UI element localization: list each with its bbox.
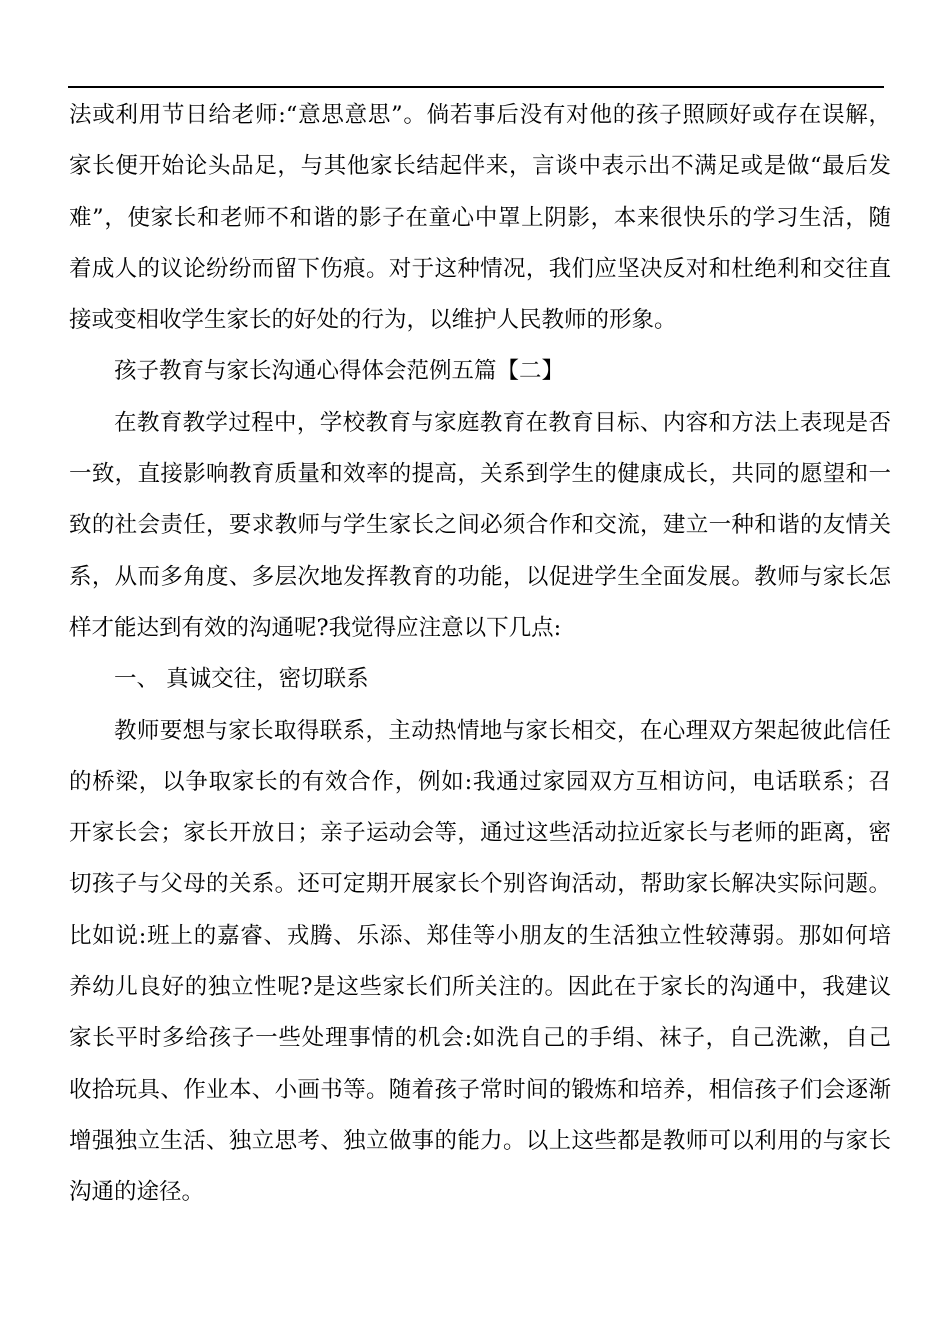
text-line: 切孩子与父母的关系。还可定期开展家长个别咨询活动，帮助家长解决实际问题。 [69,871,891,898]
text-line: 在教育教学过程中，学校教育与家庭教育在教育目标、内容和方法上表现是否 [114,409,891,436]
text-line: 着成人的议论纷纷而留下伤痕。对于这种情况，我们应坚决反对和杜绝利和交往直 [69,255,891,282]
text-line: 难”，使家长和老师不和谐的影子在童心中罩上阴影，本来很快乐的学习生活，随 [69,204,891,231]
text-line: 教师要想与家长取得联系，主动热情地与家长相交，在心理双方架起彼此信任 [114,717,891,744]
text-line: 沟通的途径。 [69,1179,205,1206]
text-line: 致的社会责任，要求教师与学生家长之间必须合作和交流，建立一种和谐的友情关 [69,512,891,539]
text-line: 接或变相收学生家长的好处的行为，以维护人民教师的形象。 [69,307,677,334]
text-line: 的桥梁，以争取家长的有效合作，例如:我通过家园双方互相访问，电话联系；召 [69,768,891,795]
text-line: 系，从而多角度、多层次地发挥教育的功能，以促进学生全面发展。教师与家长怎 [69,563,891,590]
section-heading: 孩子教育与家长沟通心得体会范例五篇【二】 [114,358,565,385]
text-line: 收拾玩具、作业本、小画书等。随着孩子常时间的锻炼和培养，相信孩子们会逐渐 [69,1076,891,1103]
header-rule [68,86,884,88]
subsection-heading: 一、 真诚交往，密切联系 [114,666,369,693]
text-line: 增强独立生活、独立思考、独立做事的能力。以上这些都是教师可以利用的与家长 [69,1127,891,1154]
text-line: 家长平时多给孩子一些处理事情的机会:如洗自己的手绢、袜子，自己洗漱，自己 [69,1025,891,1052]
text-line: 比如说:班上的嘉睿、戎腾、乐添、郑佳等小朋友的生活独立性较薄弱。那如何培 [69,922,891,949]
text-line: 养幼儿良好的独立性呢?是这些家长们所关注的。因此在于家长的沟通中，我建议 [69,974,891,1001]
text-line: 法或利用节日给老师:“意思意思”。倘若事后没有对他的孩子照顾好或存在误解， [69,102,891,128]
text-line: 样才能达到有效的沟通呢?我觉得应注意以下几点: [69,614,562,641]
text-line: 一致，直接影响教育质量和效率的提高，关系到学生的健康成长，共同的愿望和一 [69,461,891,488]
body-text [69,90,891,1219]
text-line: 家长便开始论头品足，与其他家长结起伴来，言谈中表示出不满足或是做“最后发 [69,153,891,180]
text-line: 开家长会；家长开放日；亲子运动会等，通过这些活动拉近家长与老师的距离，密 [69,820,891,847]
